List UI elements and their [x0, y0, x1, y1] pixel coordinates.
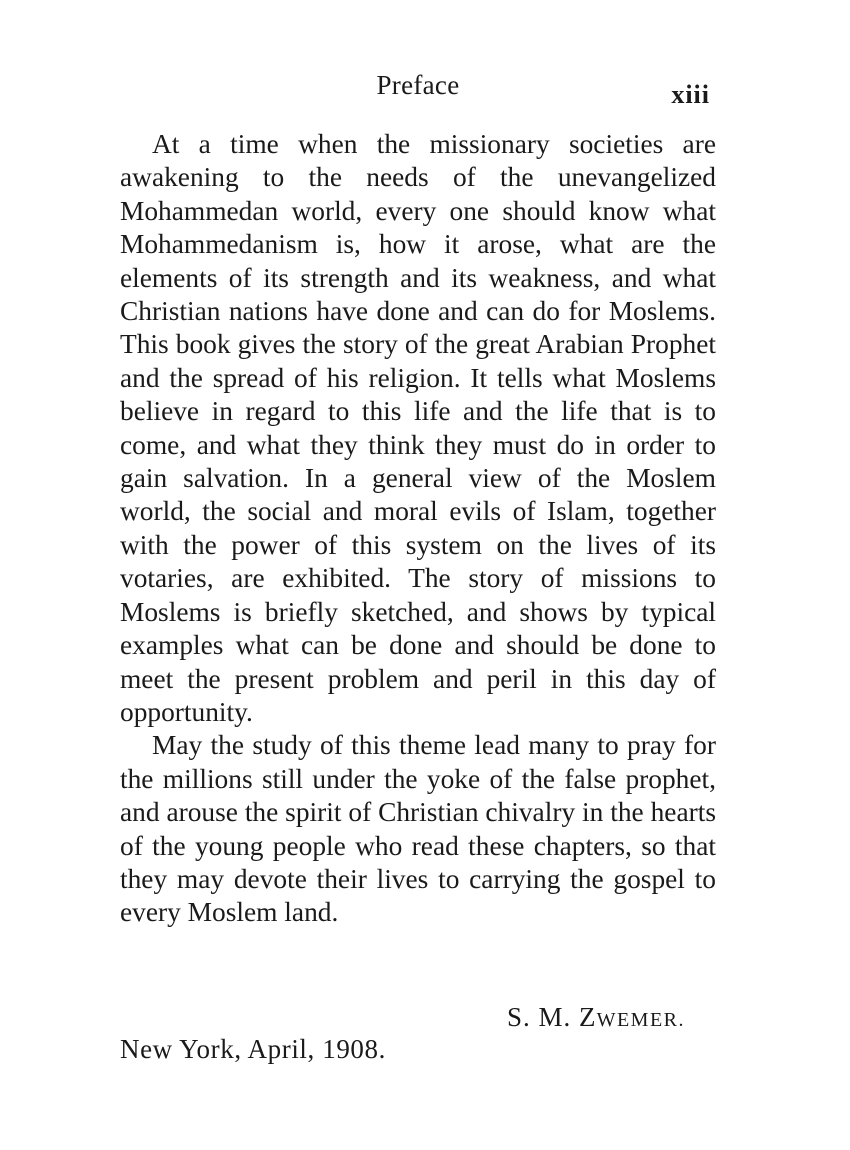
signature-surname: WEMER.: [596, 1009, 685, 1031]
page-number: xiii: [671, 80, 710, 109]
paragraph-2: May the study of this theme lead many to pray for the millions still under the yoke of the false prophet, and arouse the spirit of Christian chivalry in the hearts of the young people who read these chapters, so that they may devote their lives to carrying the gospel to every Moslem land.: [120, 730, 716, 928]
author-signature: [507, 1002, 685, 1033]
dateline: New York, April, 1908.: [120, 1034, 386, 1064]
preface-body: [120, 128, 716, 930]
running-head: [118, 70, 718, 110]
page-title: Preface: [376, 70, 460, 100]
paragraph-1: At a time when the missionary societies are awakening to the needs of the unevangelized Mohammedan world, every one should know what Mohammedanism is, how it arose, what are the elements of its strength and its weakness, and what Christian nations have done and can do for Moslems. This book gives the story of the great Arabian Prophet and the spread of his religion. It tells what Moslems believe in regard to this life and the life that is to come, and what they think they must do in order to gain salvation. In a general view of the Moslem world, the social and moral evils of Islam, together with the power of this system on the lives of its votaries, are exhibited. The story of missions to Moslems is briefly sketched, and shows by typical examples what can be done and should be done to meet the present problem and peril in this day of opportunity.: [120, 129, 716, 727]
signature-initials: S. M. Z: [507, 1002, 597, 1032]
